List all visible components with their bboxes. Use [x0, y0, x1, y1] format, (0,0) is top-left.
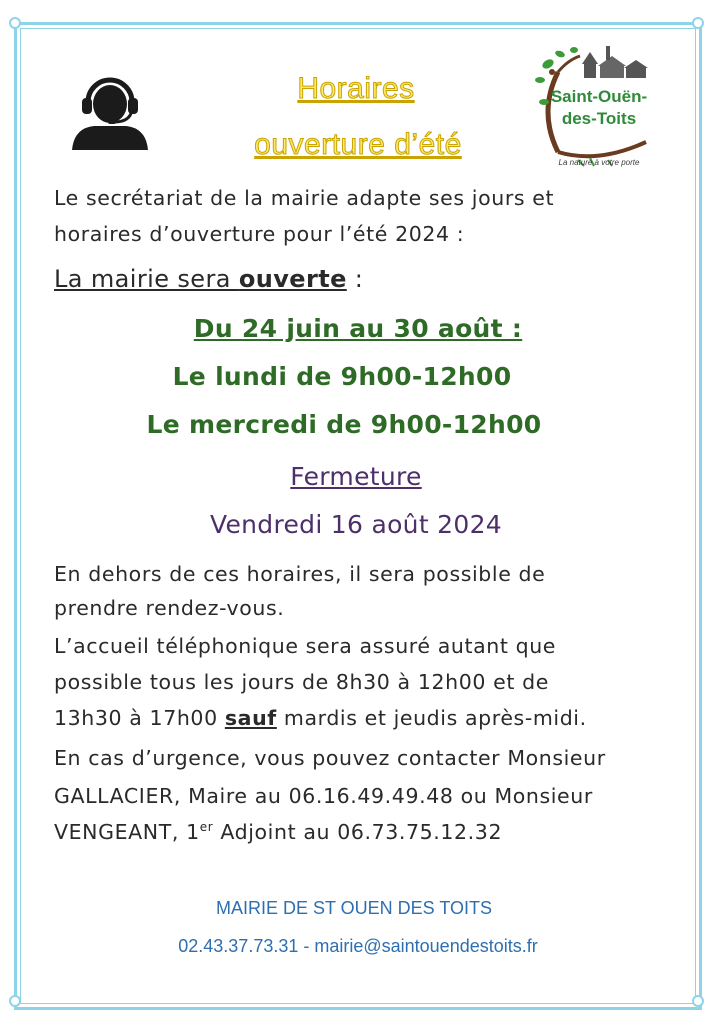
opening-heading — [54, 265, 363, 293]
body-line-5-start: 13h30 à 17h00 — [54, 706, 225, 730]
border-corner-ornament — [692, 17, 704, 29]
body-line-3: L’accueil téléphonique sera assuré autant que — [54, 634, 557, 658]
title-line-1: Horaires — [297, 72, 415, 105]
logo-name — [534, 86, 664, 130]
intro-line-2: horaires d’ouverture pour l’été 2024 : — [54, 222, 465, 246]
opening-prefix: La mairie sera — [54, 265, 239, 293]
body-line-5-emphasis: sauf — [224, 706, 277, 730]
closing-date: Vendredi 16 août 2024 — [209, 510, 503, 539]
footer-contact[interactable]: 02.43.37.73.31 - mairie@saintouendestoits.fr — [178, 936, 538, 956]
body-line-1: En dehors de ces horaires, il sera possible de — [54, 562, 546, 586]
body-line-5-end: mardis et jeudis après-midi. — [276, 706, 587, 730]
body-line-8-start: VENGEANT, 1 — [54, 820, 200, 844]
body-line-8 — [54, 820, 664, 844]
body-line-6: En cas d’urgence, vous pouvez contacter Monsieur — [54, 746, 606, 770]
body-line-8-superscript: er — [199, 820, 214, 834]
opening-emphasis: ouverte — [238, 265, 347, 293]
body-line-4: possible tous les jours de 8h30 à 12h00 et de — [54, 670, 549, 694]
opening-heading-underlined — [54, 265, 347, 293]
body-line-8-end: Adjoint au 06.73.75.12.32 — [213, 820, 503, 844]
body-line-2: prendre rendez-vous. — [54, 596, 285, 620]
logo-name-line-1: Saint-Ouën- — [550, 87, 648, 106]
closing-title: Fermeture — [290, 462, 422, 491]
intro-line-1: Le secrétariat de la mairie adapte ses jours et — [54, 186, 555, 210]
wednesday-hours: Le mercredi de 9h00-12h00 — [146, 410, 542, 439]
opening-period: Du 24 juin au 30 août : — [193, 314, 523, 343]
monday-hours: Le lundi de 9h00-12h00 — [172, 362, 512, 391]
border-corner-ornament — [692, 995, 704, 1007]
footer-organization: MAIRIE DE ST OUEN DES TOITS — [215, 898, 493, 918]
border-corner-ornament — [9, 17, 21, 29]
body-line-7: GALLACIER, Maire au 06.16.49.49.48 ou Monsieur — [54, 784, 593, 808]
title-line-2: ouverture d’été — [254, 128, 462, 161]
body-line-5 — [54, 706, 664, 730]
opening-suffix: : — [346, 265, 364, 293]
logo-tagline: La nature à votre porte — [558, 158, 640, 167]
logo-name-line-2: des-Toits — [561, 109, 637, 128]
border-corner-ornament — [9, 995, 21, 1007]
